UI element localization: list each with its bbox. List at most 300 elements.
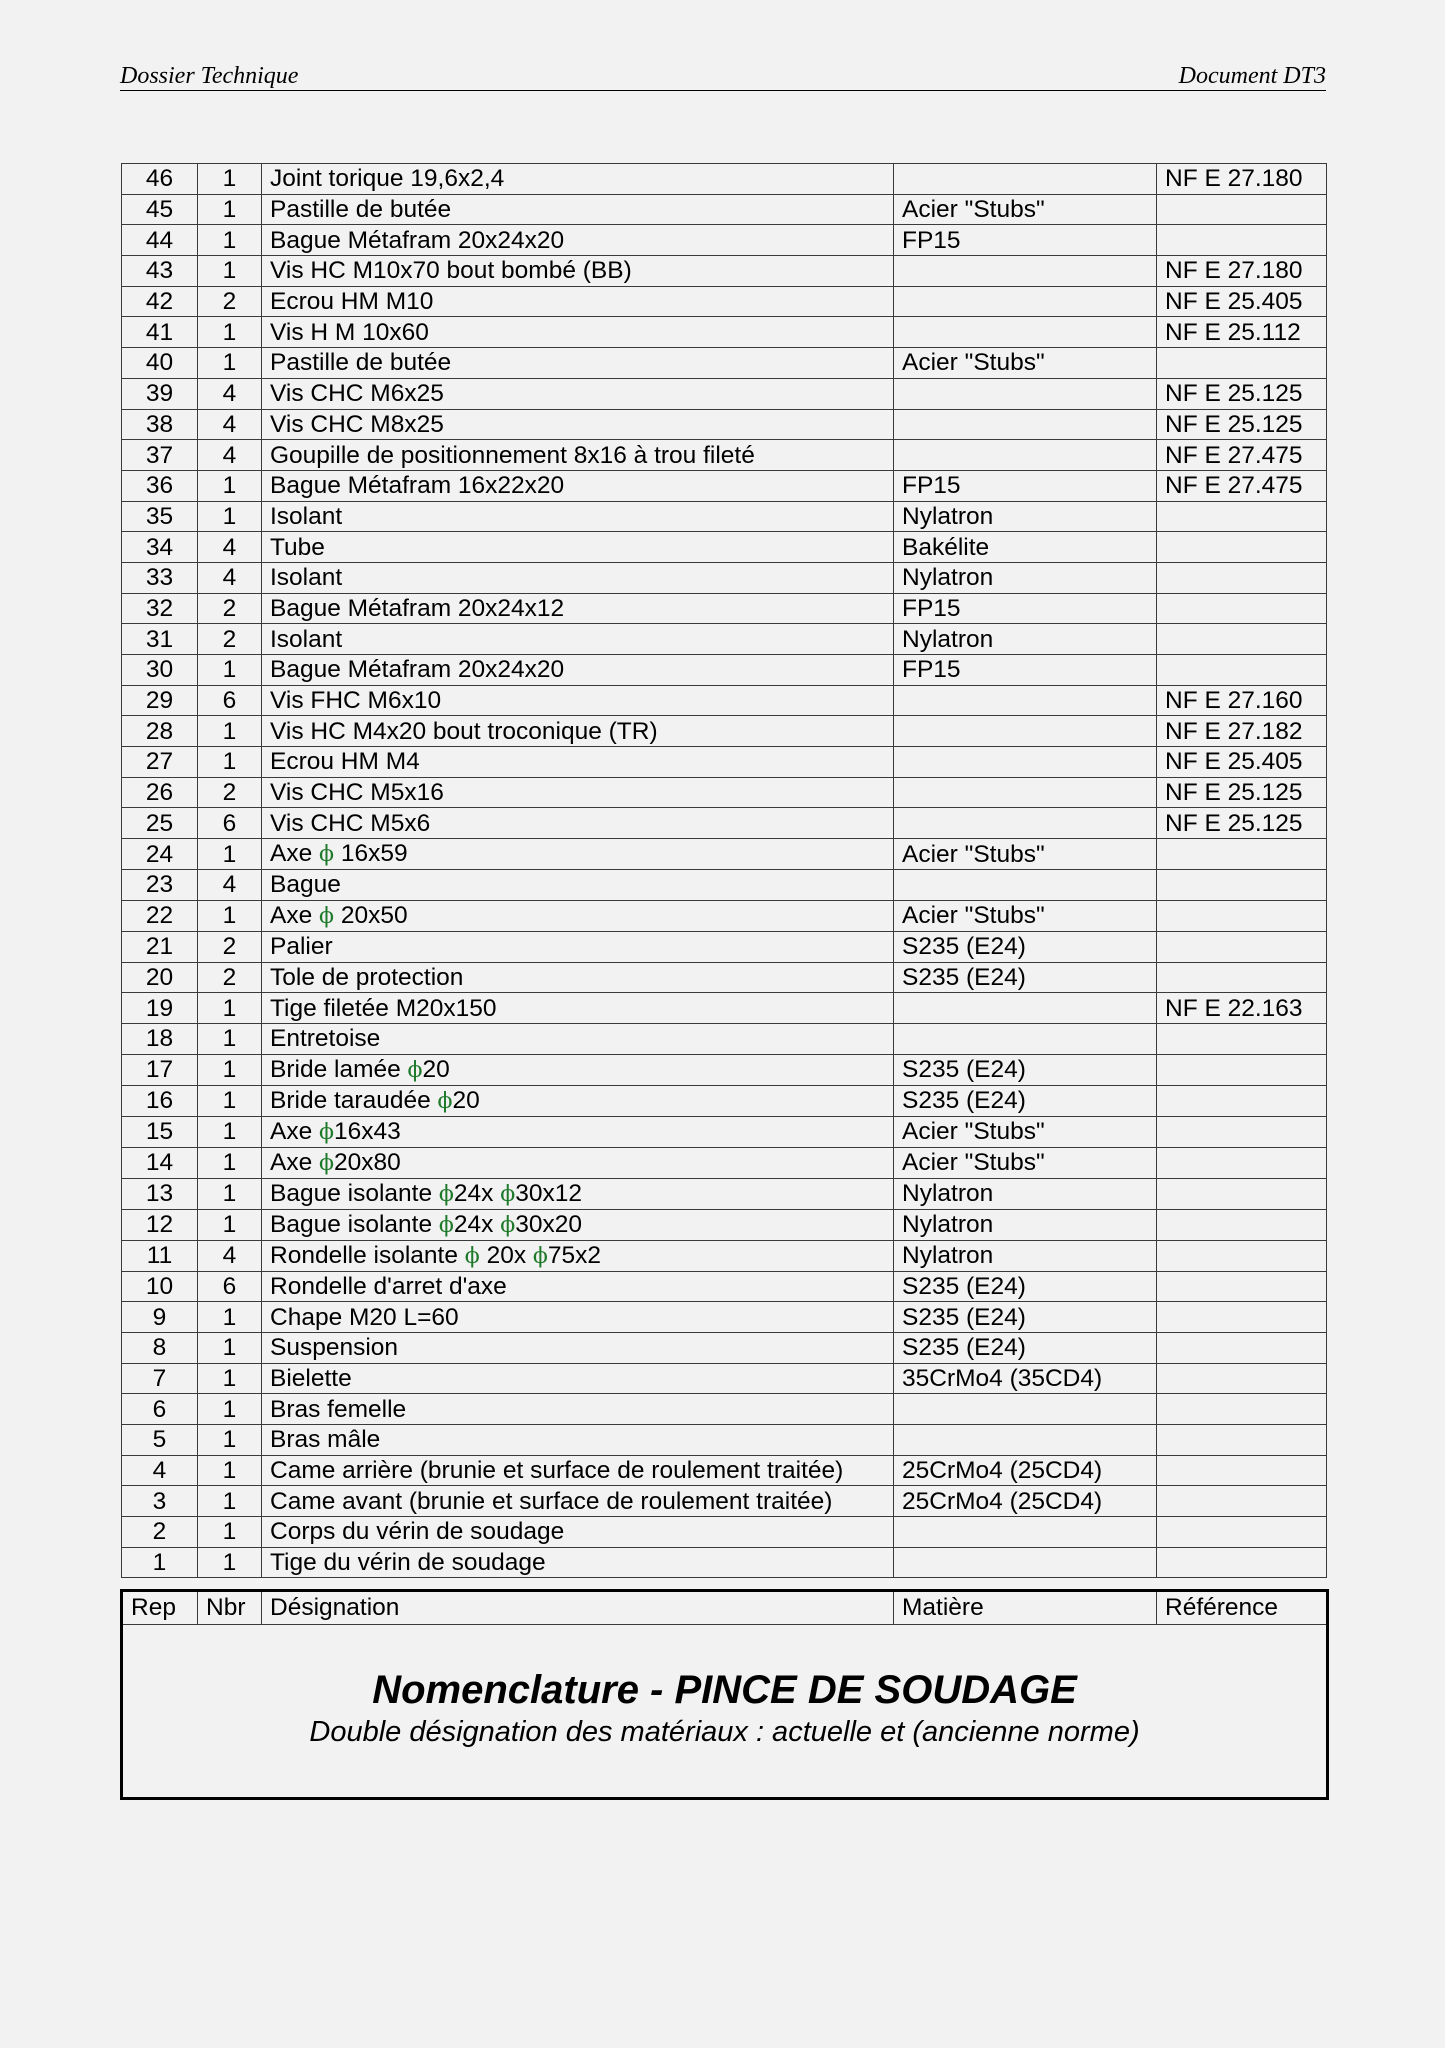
cell-rep: 34	[122, 532, 198, 563]
header-nbr: Nbr	[198, 1592, 262, 1624]
table-row	[122, 1517, 1327, 1548]
cell-rep: 43	[122, 256, 198, 287]
cell-reference	[1157, 1054, 1327, 1085]
cell-rep: 41	[122, 317, 198, 348]
cell-nbr: 1	[198, 1332, 262, 1363]
cell-matiere	[894, 716, 1157, 747]
cell-matiere: Acier "Stubs"	[894, 194, 1157, 225]
cell-nbr: 1	[198, 1455, 262, 1486]
cell-designation: Axe ϕ 16x59	[262, 839, 894, 870]
cell-reference: NF E 27.475	[1157, 470, 1327, 501]
table-row	[122, 1425, 1327, 1456]
cell-designation: Pastille de butée	[262, 348, 894, 379]
cell-reference	[1157, 1363, 1327, 1394]
cell-designation: Suspension	[262, 1332, 894, 1363]
cell-reference	[1157, 1178, 1327, 1209]
cell-designation: Bras femelle	[262, 1394, 894, 1425]
cell-nbr: 1	[198, 1116, 262, 1147]
cell-reference: NF E 25.112	[1157, 317, 1327, 348]
cell-rep: 5	[122, 1425, 198, 1456]
table-row	[122, 777, 1327, 808]
cell-reference: NF E 27.182	[1157, 716, 1327, 747]
document-subtitle: Double désignation des matériaux : actuelle et (ancienne norme)	[309, 1716, 1140, 1748]
cell-nbr: 4	[198, 870, 262, 901]
cell-nbr: 2	[198, 593, 262, 624]
cell-reference: NF E 25.125	[1157, 378, 1327, 409]
cell-reference: NF E 25.405	[1157, 286, 1327, 317]
cell-designation: Vis HC M10x70 bout bombé (BB)	[262, 256, 894, 287]
cell-matiere	[894, 1425, 1157, 1456]
cell-reference: NF E 27.160	[1157, 685, 1327, 716]
diameter-symbol: ϕ	[437, 1088, 453, 1114]
cell-nbr: 1	[198, 839, 262, 870]
cell-rep: 38	[122, 409, 198, 440]
cell-rep: 17	[122, 1054, 198, 1085]
cell-nbr: 1	[198, 194, 262, 225]
cell-matiere: Nylatron	[894, 501, 1157, 532]
cell-nbr: 2	[198, 624, 262, 655]
title-block	[120, 1589, 1329, 1800]
cell-matiere: S235 (E24)	[894, 962, 1157, 993]
cell-nbr: 1	[198, 1394, 262, 1425]
cell-reference	[1157, 870, 1327, 901]
cell-designation: Came avant (brunie et surface de roulement traitée)	[262, 1486, 894, 1517]
cell-rep: 46	[122, 164, 198, 195]
cell-designation: Tige du vérin de soudage	[262, 1547, 894, 1578]
cell-reference	[1157, 1425, 1327, 1456]
cell-nbr: 4	[198, 1240, 262, 1271]
cell-matiere: FP15	[894, 225, 1157, 256]
cell-matiere: FP15	[894, 593, 1157, 624]
table-row	[122, 378, 1327, 409]
table-row	[122, 839, 1327, 870]
diameter-symbol: ϕ	[319, 903, 335, 929]
cell-nbr: 4	[198, 440, 262, 471]
diameter-symbol: ϕ	[319, 1119, 335, 1145]
cell-nbr: 1	[198, 470, 262, 501]
table-row	[122, 1116, 1327, 1147]
cell-rep: 8	[122, 1332, 198, 1363]
table-row	[122, 993, 1327, 1024]
table-row	[122, 624, 1327, 655]
cell-reference: NF E 25.125	[1157, 777, 1327, 808]
table-row	[122, 470, 1327, 501]
cell-matiere: Nylatron	[894, 1209, 1157, 1240]
document-title: Nomenclature - PINCE DE SOUDAGE	[372, 1668, 1077, 1712]
cell-designation: Vis CHC M5x16	[262, 777, 894, 808]
cell-nbr: 1	[198, 1517, 262, 1548]
cell-nbr: 1	[198, 1178, 262, 1209]
cell-matiere: S235 (E24)	[894, 1054, 1157, 1085]
table-row	[122, 256, 1327, 287]
cell-reference: NF E 27.180	[1157, 256, 1327, 287]
cell-rep: 42	[122, 286, 198, 317]
cell-designation: Isolant	[262, 501, 894, 532]
table-row	[122, 1547, 1327, 1578]
cell-nbr: 1	[198, 1209, 262, 1240]
cell-rep: 24	[122, 839, 198, 870]
cell-matiere	[894, 1547, 1157, 1578]
table-row	[122, 1302, 1327, 1333]
cell-rep: 6	[122, 1394, 198, 1425]
cell-rep: 12	[122, 1209, 198, 1240]
table-row	[122, 1240, 1327, 1271]
cell-reference: NF E 27.180	[1157, 164, 1327, 195]
cell-matiere	[894, 440, 1157, 471]
table-row	[122, 1054, 1327, 1085]
diameter-symbol: ϕ	[500, 1212, 516, 1238]
column-headers	[123, 1592, 1326, 1625]
cell-matiere: S235 (E24)	[894, 931, 1157, 962]
cell-nbr: 1	[198, 1363, 262, 1394]
cell-rep: 10	[122, 1271, 198, 1302]
nomenclature-rows	[122, 164, 1327, 1578]
cell-matiere: FP15	[894, 655, 1157, 686]
cell-nbr: 4	[198, 378, 262, 409]
cell-nbr: 6	[198, 1271, 262, 1302]
cell-designation: Bague isolante ϕ24x ϕ30x12	[262, 1178, 894, 1209]
table-row	[122, 440, 1327, 471]
cell-designation: Vis H M 10x60	[262, 317, 894, 348]
cell-nbr: 6	[198, 808, 262, 839]
header-left: Dossier Technique	[120, 63, 299, 89]
cell-nbr: 1	[198, 900, 262, 931]
cell-nbr: 1	[198, 1425, 262, 1456]
cell-designation: Bras mâle	[262, 1425, 894, 1456]
cell-rep: 15	[122, 1116, 198, 1147]
cell-rep: 1	[122, 1547, 198, 1578]
cell-matiere	[894, 164, 1157, 195]
cell-reference	[1157, 1486, 1327, 1517]
cell-designation: Bague Métafram 16x22x20	[262, 470, 894, 501]
cell-matiere	[894, 256, 1157, 287]
cell-nbr: 1	[198, 348, 262, 379]
cell-matiere: Nylatron	[894, 1178, 1157, 1209]
table-row	[122, 685, 1327, 716]
cell-reference	[1157, 1302, 1327, 1333]
cell-rep: 3	[122, 1486, 198, 1517]
cell-reference	[1157, 194, 1327, 225]
cell-rep: 27	[122, 747, 198, 778]
table-row	[122, 532, 1327, 563]
table-row	[122, 286, 1327, 317]
cell-nbr: 2	[198, 777, 262, 808]
cell-rep: 32	[122, 593, 198, 624]
cell-rep: 25	[122, 808, 198, 839]
cell-reference	[1157, 225, 1327, 256]
cell-reference: NF E 25.125	[1157, 409, 1327, 440]
cell-matiere	[894, 409, 1157, 440]
cell-matiere	[894, 1023, 1157, 1054]
cell-reference	[1157, 1240, 1327, 1271]
cell-nbr: 1	[198, 256, 262, 287]
cell-reference: NF E 25.125	[1157, 808, 1327, 839]
cell-rep: 39	[122, 378, 198, 409]
cell-reference	[1157, 624, 1327, 655]
cell-nbr: 1	[198, 655, 262, 686]
cell-reference	[1157, 1147, 1327, 1178]
cell-reference	[1157, 962, 1327, 993]
table-row	[122, 164, 1327, 195]
cell-rep: 20	[122, 962, 198, 993]
cell-reference	[1157, 900, 1327, 931]
cell-matiere: S235 (E24)	[894, 1085, 1157, 1116]
header-designation: Désignation	[262, 1592, 894, 1624]
header-matiere: Matière	[894, 1592, 1157, 1624]
diameter-symbol: ϕ	[438, 1181, 454, 1207]
cell-matiere: Nylatron	[894, 624, 1157, 655]
cell-reference	[1157, 839, 1327, 870]
cell-rep: 19	[122, 993, 198, 1024]
cell-reference	[1157, 348, 1327, 379]
table-row	[122, 1363, 1327, 1394]
cell-reference: NF E 27.475	[1157, 440, 1327, 471]
diameter-symbol: ϕ	[407, 1057, 423, 1083]
cell-matiere: 25CrMo4 (25CD4)	[894, 1455, 1157, 1486]
header-right: Document DT3	[1178, 63, 1326, 89]
cell-matiere: S235 (E24)	[894, 1332, 1157, 1363]
cell-reference	[1157, 1547, 1327, 1578]
cell-rep: 45	[122, 194, 198, 225]
cell-rep: 9	[122, 1302, 198, 1333]
cell-designation: Came arrière (brunie et surface de roulement traitée)	[262, 1455, 894, 1486]
cell-designation: Joint torique 19,6x2,4	[262, 164, 894, 195]
cell-designation: Tige filetée M20x150	[262, 993, 894, 1024]
cell-designation: Ecrou HM M4	[262, 747, 894, 778]
cell-nbr: 4	[198, 532, 262, 563]
table-row	[122, 1455, 1327, 1486]
cell-reference	[1157, 562, 1327, 593]
cell-reference	[1157, 1085, 1327, 1116]
cell-matiere	[894, 993, 1157, 1024]
cell-nbr: 1	[198, 1085, 262, 1116]
cell-designation: Vis CHC M8x25	[262, 409, 894, 440]
cell-nbr: 1	[198, 993, 262, 1024]
table-row	[122, 808, 1327, 839]
cell-matiere	[894, 870, 1157, 901]
cell-matiere	[894, 685, 1157, 716]
cell-designation: Tole de protection	[262, 962, 894, 993]
cell-designation: Axe ϕ20x80	[262, 1147, 894, 1178]
cell-reference	[1157, 1394, 1327, 1425]
table-row	[122, 1085, 1327, 1116]
cell-designation: Bague Métafram 20x24x12	[262, 593, 894, 624]
cell-reference	[1157, 1023, 1327, 1054]
table-row	[122, 1178, 1327, 1209]
cell-matiere: Nylatron	[894, 1240, 1157, 1271]
cell-rep: 44	[122, 225, 198, 256]
cell-designation: Bielette	[262, 1363, 894, 1394]
cell-designation: Pastille de butée	[262, 194, 894, 225]
cell-rep: 36	[122, 470, 198, 501]
cell-rep: 33	[122, 562, 198, 593]
cell-reference	[1157, 1209, 1327, 1240]
cell-rep: 13	[122, 1178, 198, 1209]
cell-designation: Tube	[262, 532, 894, 563]
table-row	[122, 409, 1327, 440]
cell-reference	[1157, 593, 1327, 624]
table-row	[122, 348, 1327, 379]
cell-nbr: 1	[198, 1023, 262, 1054]
cell-reference	[1157, 1517, 1327, 1548]
cell-rep: 23	[122, 870, 198, 901]
cell-nbr: 1	[198, 1054, 262, 1085]
cell-reference	[1157, 1332, 1327, 1363]
table-row	[122, 931, 1327, 962]
cell-nbr: 1	[198, 225, 262, 256]
cell-rep: 14	[122, 1147, 198, 1178]
cell-rep: 2	[122, 1517, 198, 1548]
cell-designation: Axe ϕ16x43	[262, 1116, 894, 1147]
cell-designation: Palier	[262, 931, 894, 962]
table-row	[122, 870, 1327, 901]
cell-rep: 21	[122, 931, 198, 962]
cell-nbr: 6	[198, 685, 262, 716]
cell-nbr: 4	[198, 409, 262, 440]
cell-rep: 18	[122, 1023, 198, 1054]
cell-designation: Vis FHC M6x10	[262, 685, 894, 716]
page-header	[120, 62, 1326, 91]
table-row	[122, 1147, 1327, 1178]
table-row	[122, 747, 1327, 778]
cell-matiere	[894, 777, 1157, 808]
cell-designation: Bague	[262, 870, 894, 901]
cell-nbr: 1	[198, 1147, 262, 1178]
cell-matiere	[894, 1394, 1157, 1425]
cell-reference	[1157, 501, 1327, 532]
cell-matiere: Nylatron	[894, 562, 1157, 593]
diameter-symbol: ϕ	[532, 1243, 548, 1269]
cell-matiere: Acier "Stubs"	[894, 839, 1157, 870]
table-row	[122, 562, 1327, 593]
table-row	[122, 655, 1327, 686]
cell-rep: 26	[122, 777, 198, 808]
table-row	[122, 194, 1327, 225]
nomenclature-table	[121, 163, 1327, 1578]
cell-designation: Chape M20 L=60	[262, 1302, 894, 1333]
cell-reference	[1157, 532, 1327, 563]
cell-designation: Bague isolante ϕ24x ϕ30x20	[262, 1209, 894, 1240]
cell-rep: 28	[122, 716, 198, 747]
cell-designation: Bride taraudée ϕ20	[262, 1085, 894, 1116]
cell-nbr: 2	[198, 931, 262, 962]
cell-nbr: 2	[198, 286, 262, 317]
cell-designation: Entretoise	[262, 1023, 894, 1054]
cell-matiere	[894, 378, 1157, 409]
cell-matiere: Acier "Stubs"	[894, 1147, 1157, 1178]
table-row	[122, 1023, 1327, 1054]
diameter-symbol: ϕ	[438, 1212, 454, 1238]
cell-designation: Axe ϕ 20x50	[262, 900, 894, 931]
table-row	[122, 501, 1327, 532]
cell-rep: 11	[122, 1240, 198, 1271]
cell-rep: 31	[122, 624, 198, 655]
cell-rep: 16	[122, 1085, 198, 1116]
cell-designation: Bague Métafram 20x24x20	[262, 225, 894, 256]
cell-nbr: 1	[198, 317, 262, 348]
cell-matiere	[894, 317, 1157, 348]
table-row	[122, 962, 1327, 993]
cell-nbr: 1	[198, 747, 262, 778]
cell-nbr: 1	[198, 716, 262, 747]
table-row	[122, 1394, 1327, 1425]
cell-matiere: 35CrMo4 (35CD4)	[894, 1363, 1157, 1394]
table-row	[122, 317, 1327, 348]
cell-designation: Bride lamée ϕ20	[262, 1054, 894, 1085]
table-row	[122, 225, 1327, 256]
table-row	[122, 1209, 1327, 1240]
cell-rep: 22	[122, 900, 198, 931]
cell-reference	[1157, 1455, 1327, 1486]
cell-rep: 7	[122, 1363, 198, 1394]
cell-matiere	[894, 286, 1157, 317]
cell-rep: 37	[122, 440, 198, 471]
cell-designation: Ecrou HM M10	[262, 286, 894, 317]
cell-rep: 35	[122, 501, 198, 532]
table-row	[122, 1486, 1327, 1517]
cell-nbr: 1	[198, 1547, 262, 1578]
cell-designation: Vis CHC M5x6	[262, 808, 894, 839]
diameter-symbol: ϕ	[319, 1150, 335, 1176]
cell-designation: Vis CHC M6x25	[262, 378, 894, 409]
cell-rep: 40	[122, 348, 198, 379]
cell-designation: Rondelle d'arret d'axe	[262, 1271, 894, 1302]
cell-matiere: Acier "Stubs"	[894, 1116, 1157, 1147]
cell-nbr: 4	[198, 562, 262, 593]
cell-matiere: Acier "Stubs"	[894, 348, 1157, 379]
cell-reference: NF E 22.163	[1157, 993, 1327, 1024]
table-row	[122, 1271, 1327, 1302]
cell-designation: Vis HC M4x20 bout troconique (TR)	[262, 716, 894, 747]
cell-matiere: 25CrMo4 (25CD4)	[894, 1486, 1157, 1517]
cell-designation: Bague Métafram 20x24x20	[262, 655, 894, 686]
cell-nbr: 1	[198, 501, 262, 532]
cell-rep: 4	[122, 1455, 198, 1486]
cell-designation: Rondelle isolante ϕ 20x ϕ75x2	[262, 1240, 894, 1271]
cell-matiere: S235 (E24)	[894, 1271, 1157, 1302]
diameter-symbol: ϕ	[500, 1181, 516, 1207]
cell-nbr: 1	[198, 164, 262, 195]
cell-reference: NF E 25.405	[1157, 747, 1327, 778]
diameter-symbol: ϕ	[319, 842, 335, 868]
cell-nbr: 1	[198, 1486, 262, 1517]
header-rep: Rep	[123, 1592, 198, 1624]
cell-matiere: S235 (E24)	[894, 1302, 1157, 1333]
cell-nbr: 2	[198, 962, 262, 993]
cell-designation: Goupille de positionnement 8x16 à trou fileté	[262, 440, 894, 471]
cell-nbr: 1	[198, 1302, 262, 1333]
table-row	[122, 716, 1327, 747]
cell-matiere: Bakélite	[894, 532, 1157, 563]
cell-matiere	[894, 1517, 1157, 1548]
cell-reference	[1157, 1271, 1327, 1302]
table-row	[122, 1332, 1327, 1363]
cell-rep: 29	[122, 685, 198, 716]
header-reference: Référence	[1165, 1594, 1279, 1621]
cell-designation: Corps du vérin de soudage	[262, 1517, 894, 1548]
cell-matiere	[894, 747, 1157, 778]
table-row	[122, 900, 1327, 931]
cell-reference	[1157, 931, 1327, 962]
cell-matiere: Acier "Stubs"	[894, 900, 1157, 931]
cell-matiere	[894, 808, 1157, 839]
table-row	[122, 593, 1327, 624]
cell-reference	[1157, 1116, 1327, 1147]
cell-reference	[1157, 655, 1327, 686]
cell-rep: 30	[122, 655, 198, 686]
cell-designation: Isolant	[262, 562, 894, 593]
cell-matiere: FP15	[894, 470, 1157, 501]
